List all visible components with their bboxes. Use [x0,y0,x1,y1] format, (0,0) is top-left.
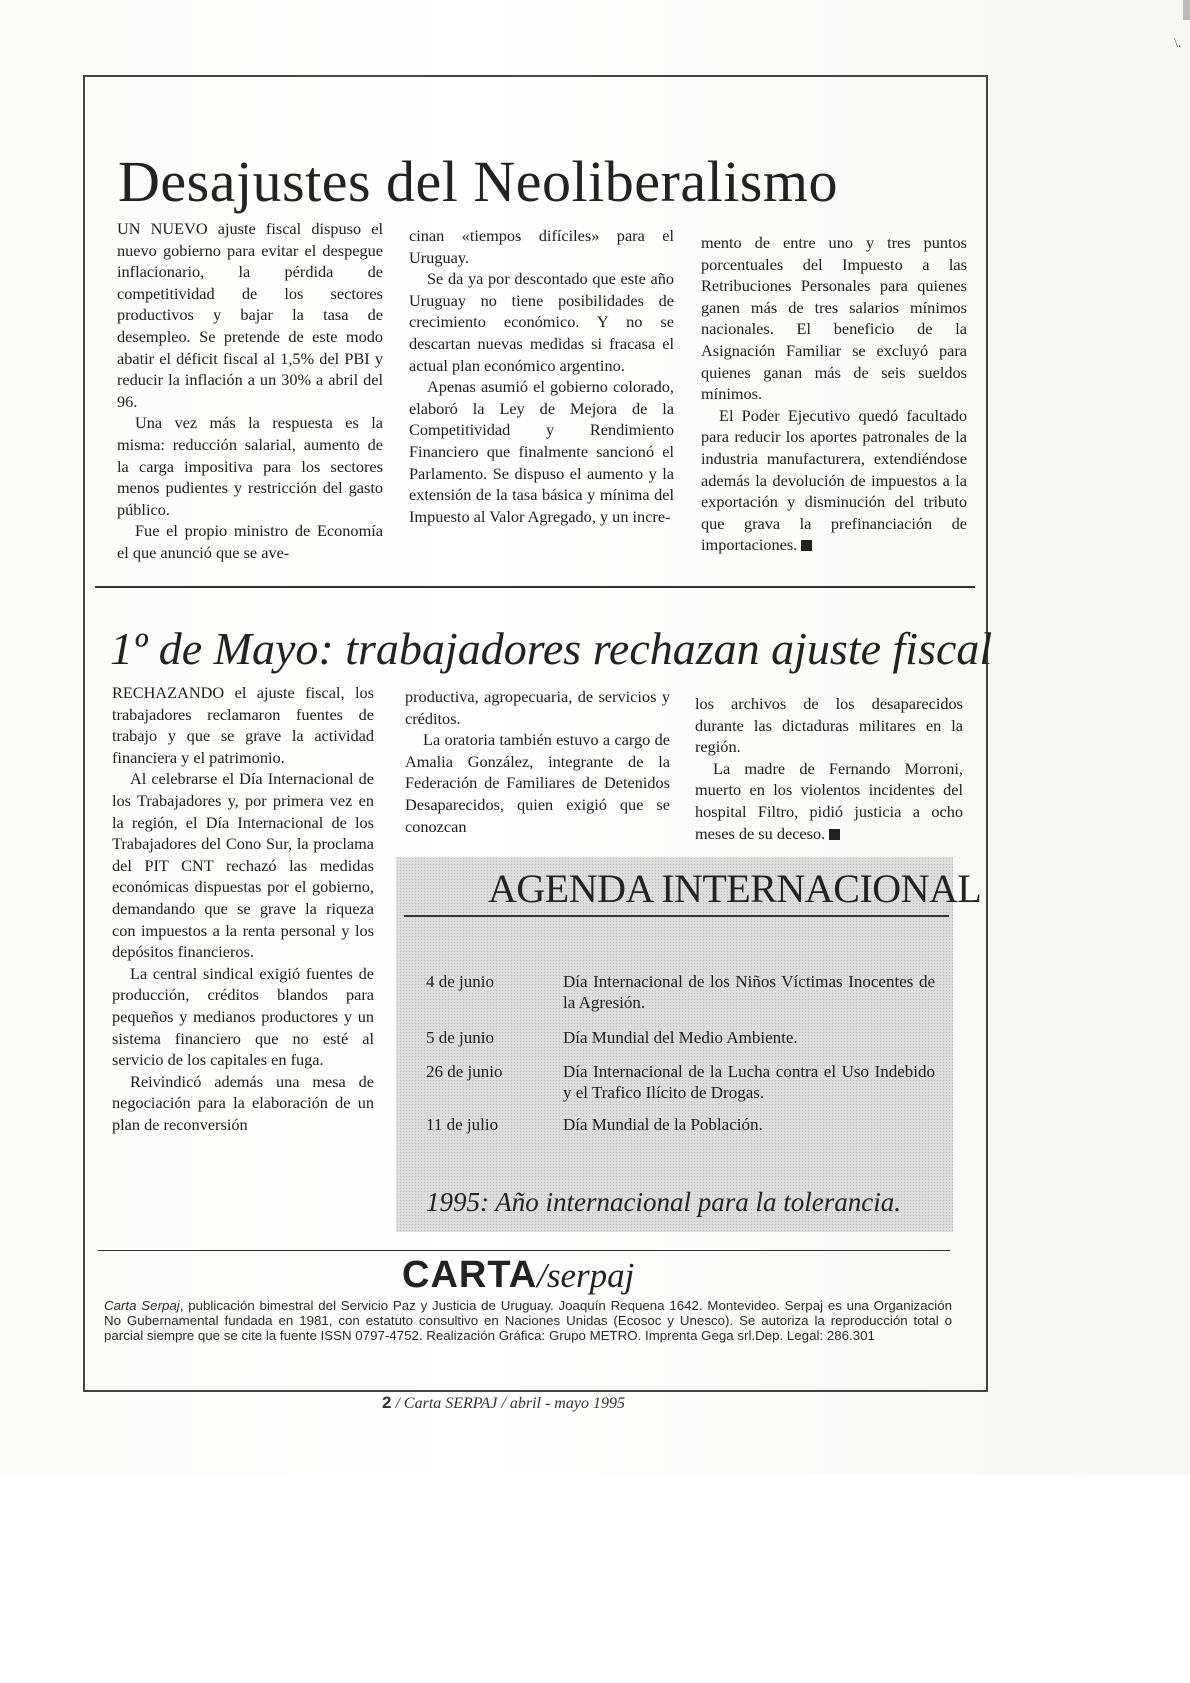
agenda-description: Día Mundial de la Población. [563,1115,763,1134]
article1-column-1 [117,218,383,564]
article1-paragraph: Se da ya por descontado que este año Uruguay no tiene posibilidades de crecimiento económico. Y no se descartan nuevas medidas si fracasa el actual plan económico argentino. [409,269,674,375]
article2-column-2 [405,686,670,837]
page-footer [382,1393,625,1413]
agenda-date: 5 de junio [426,1028,494,1047]
article1-paragraph: cinan «tiempos difíciles» para el Uruguay. [409,226,674,267]
agenda-title-rule [404,915,949,917]
carta-serpaj-logo [402,1254,634,1297]
footer-divider [98,1250,950,1251]
article1-paragraph: mento de entre uno y tres puntos porcentuales del Impuesto a las Retribuciones Personales para quienes ganen más de tres salarios mínimos nacionales. El beneficio de la Asignación Familiar se excluyó para quienes ganan más de seis sueldos mínimos. [701,233,967,404]
article1-paragraph: Fue el propio ministro de Economía el que anunció que se ave- [117,521,383,562]
article2-paragraph: los archivos de los desaparecidos durante las dictaduras militares en la región. [695,694,963,757]
article2-paragraph-text: La madre de Fernando Morroni, muerto en los violentos incidentes del hospital Filtro, pidió justicia a ocho meses de su deceso. [695,758,963,843]
article1-title: Desajustes del Neoliberalismo [118,149,838,214]
agenda-description: Día Internacional de la Lucha contra el Uso Indebido y el Trafico Ilícito de Drogas. [563,1062,935,1102]
article2-paragraph: La oratoria también estuvo a cargo de Amalia González, integrante de la Federación de Familiares de Detenidos Desaparecidos, quien exigió que se conozcan [405,730,670,836]
article2-paragraph: RECHAZANDO el ajuste fiscal, los trabajadores reclamaron fuentes de trabajo y que se grave la actividad financiera y el patrimonio. [112,683,374,767]
section-divider [95,586,975,588]
logo-carta: CARTA [402,1254,538,1296]
end-of-article-icon [829,829,840,840]
logo-serpaj: /serpaj [537,1256,635,1295]
end-of-article-icon [801,540,812,551]
colophon [104,1298,952,1343]
agenda-title: AGENDA INTERNACIONAL [488,866,982,911]
page-number: 2 [382,1393,392,1412]
colophon-publication-name: Carta Serpaj [104,1298,180,1313]
article2-paragraph: productiva, agropecuaria, de servicios y créditos. [405,687,670,728]
article2-paragraph: Reivindicó además una mesa de negociación para la elaboración de un plan de reconversión [112,1071,374,1134]
article1-column-3 [701,232,967,556]
article2-title: 1º de Mayo: trabajadores rechazan ajuste fiscal [110,623,993,674]
article1-column-2 [409,225,674,527]
blank-lower-margin [0,1475,1190,1683]
agenda-box [396,857,982,1232]
article2-column-1 [112,682,374,1135]
stray-mark: \. [1174,36,1182,51]
agenda-footer: 1995: Año internacional para la tolerancia. [426,1187,901,1217]
article1-paragraph [701,405,967,556]
article2-paragraph: La central sindical exigió fuentes de producción, créditos blandos para pequeños y medianos productores y un sistema financiero que no esté al servicio de los capitales en fuga. [112,963,374,1070]
agenda-date: 4 de junio [426,972,494,991]
article1-paragraph: UN NUEVO ajuste fiscal dispuso el nuevo gobierno para evitar el despegue inflacionario, la pérdida de competitividad de los sectores productivos y bajar la tasa de desempleo. Se pretende de este modo abatir el déficit fiscal al 1,5% del PBI y reducir la inflación a un 30% a abril del 96. [117,219,383,411]
scan-edge-mark [1183,0,1190,20]
article1-paragraph: Apenas asumió el gobierno colorado, elaboró la Ley de Mejora de la Competitividad y Rendimiento Financiero que finalmente sancionó el Parlamento. Se dispuso el aumento y la extensión de la tasa básica y mínima del Impuesto al Valor Agregado, y un incre- [409,377,674,526]
agenda-description: Día Mundial del Medio Ambiente. [563,1028,798,1047]
article1-paragraph-text: El Poder Ejecutivo quedó facultado para reducir los aportes patronales de la industria manufacturera, extendiéndose además la devolución de impuestos a la exportación y disminución del tributo que grava la prefinanciación de importaciones. [701,405,967,555]
colophon-text: , publicación bimestral del Servicio Paz y Justicia de Uruguay. Joaquín Requena 1642. Montevideo. Serpaj es una Organización No Gubernamental fundada en 1981, con estatuto consultivo en Naciones Unidas (Ecosoc y Unesco). Se autoriza la reproducción total o parcial siempre que se cite la fuente ISSN 0797-4752. Realización Gráfica: Grupo METRO. Imprenta Gega srl.Dep. Legal: 286.301 [104,1298,952,1343]
folio-text: / Carta SERPAJ / abril - mayo 1995 [395,1395,625,1412]
agenda-date: 11 de julio [426,1115,499,1134]
agenda-description: Día Internacional de los Niños Víctimas Inocentes de la Agresión. [563,972,935,1012]
article2-column-3 [695,693,963,844]
article2-paragraph: Al celebrarse el Día Internacional de los Trabajadores y, por primera vez en la región, el Día Internacional de los Trabajadores del Cono Sur, la proclama del PIT CNT rechazó las medidas económicas dispuestas por el gobierno, demandando que se grave la riqueza con impuestos a la renta personal y los depósitos financieros. [112,769,374,962]
article1-paragraph: Una vez más la respuesta es la misma: reducción salarial, aumento de la carga impositiva para los sectores menos pudientes y restricción del gasto público. [117,413,383,519]
agenda-date: 26 de junio [426,1062,503,1081]
article2-paragraph [695,758,963,844]
